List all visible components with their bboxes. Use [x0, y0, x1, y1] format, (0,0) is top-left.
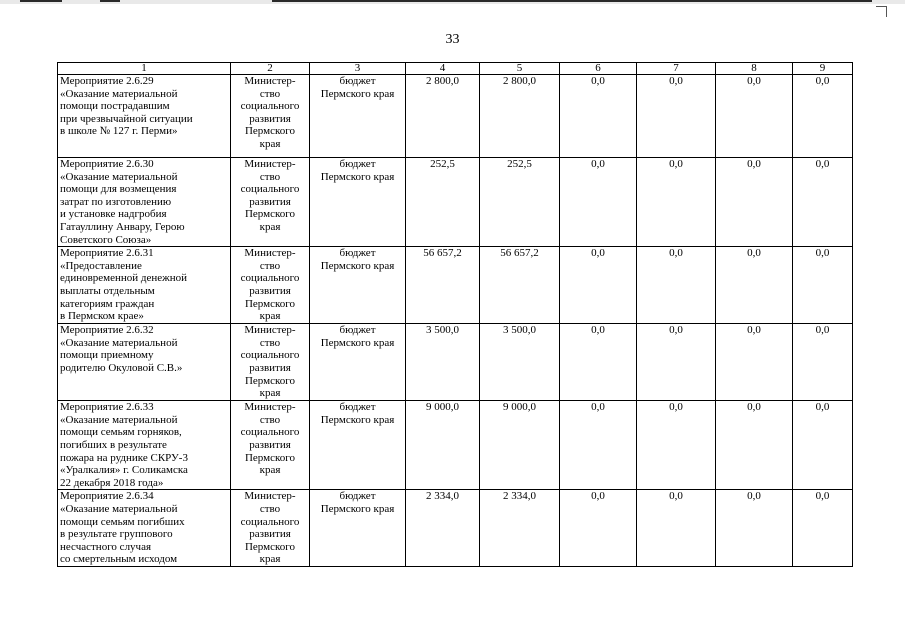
table-row — [58, 490, 853, 567]
amount-col6-cell: 0,0 — [560, 247, 637, 324]
amount-col7-cell: 0,0 — [637, 75, 716, 158]
amount-col4-cell: 56 657,2 — [406, 247, 480, 324]
amount-col4-cell: 3 500,0 — [406, 324, 480, 401]
amount-col9-cell: 0,0 — [793, 247, 853, 324]
budget-table — [57, 62, 853, 567]
column-header: 4 — [406, 63, 480, 75]
amount-col7-cell: 0,0 — [637, 401, 716, 490]
amount-col7-cell: 0,0 — [637, 158, 716, 247]
amount-col8-cell: 0,0 — [716, 75, 793, 158]
amount-col8-cell: 0,0 — [716, 324, 793, 401]
amount-col6-cell: 0,0 — [560, 490, 637, 567]
scan-artifact-line — [20, 0, 62, 2]
amount-col5-cell: 3 500,0 — [480, 324, 560, 401]
amount-col4-cell: 2 334,0 — [406, 490, 480, 567]
table-header-row — [58, 63, 853, 75]
responsible-ministry-cell: Министер- ство социального развития Пермского края — [231, 247, 310, 324]
amount-col9-cell: 0,0 — [793, 75, 853, 158]
measure-name-cell: Мероприятие 2.6.33 «Оказание материальной помощи семьям горняков, погибших в результате пожара на руднике СКРУ-3 «Уралкалия» г. Соликамска 22 декабря 2018 года» — [58, 401, 231, 490]
amount-col7-cell: 0,0 — [637, 324, 716, 401]
scan-artifact-line — [100, 0, 120, 2]
column-header: 8 — [716, 63, 793, 75]
amount-col5-cell: 56 657,2 — [480, 247, 560, 324]
page-number: 33 — [445, 32, 460, 47]
measure-name-cell: Мероприятие 2.6.29 «Оказание материальной помощи пострадавшим при чрезвычайной ситуации в школе № 127 г. Перми» — [58, 75, 231, 158]
scan-artifact-line — [272, 0, 872, 2]
amount-col9-cell: 0,0 — [793, 158, 853, 247]
measure-name-cell: Мероприятие 2.6.32 «Оказание материальной помощи приемному родителю Окуловой С.В.» — [58, 324, 231, 401]
funding-source-cell: бюджет Пермского края — [310, 247, 406, 324]
column-header: 5 — [480, 63, 560, 75]
amount-col4-cell: 9 000,0 — [406, 401, 480, 490]
measure-name-cell: Мероприятие 2.6.34 «Оказание материальной помощи семьям погибших в результате группового несчастного случая со смертельным исходом — [58, 490, 231, 567]
amount-col7-cell: 0,0 — [637, 247, 716, 324]
responsible-ministry-cell: Министер- ство социального развития Пермского края — [231, 324, 310, 401]
responsible-ministry-cell: Министер- ство социального развития Пермского края — [231, 490, 310, 567]
responsible-ministry-cell: Министер- ство социального развития Пермского края — [231, 401, 310, 490]
amount-col9-cell: 0,0 — [793, 401, 853, 490]
amount-col5-cell: 9 000,0 — [480, 401, 560, 490]
table-row — [58, 247, 853, 324]
amount-col9-cell: 0,0 — [793, 324, 853, 401]
amount-col6-cell: 0,0 — [560, 158, 637, 247]
amount-col4-cell: 2 800,0 — [406, 75, 480, 158]
column-header: 1 — [58, 63, 231, 75]
amount-col7-cell: 0,0 — [637, 490, 716, 567]
table-row — [58, 158, 853, 247]
table-row — [58, 401, 853, 490]
amount-col8-cell: 0,0 — [716, 490, 793, 567]
amount-col8-cell: 0,0 — [716, 401, 793, 490]
amount-col8-cell: 0,0 — [716, 158, 793, 247]
measure-name-cell: Мероприятие 2.6.30 «Оказание материальной помощи для возмещения затрат по изготовлению и установке надгробия Гатауллину Анвару, Герою Советского Союза» — [58, 158, 231, 247]
amount-col6-cell: 0,0 — [560, 401, 637, 490]
responsible-ministry-cell: Министер- ство социального развития Пермского края — [231, 158, 310, 247]
amount-col9-cell: 0,0 — [793, 490, 853, 567]
column-header: 7 — [637, 63, 716, 75]
amount-col5-cell: 2 800,0 — [480, 75, 560, 158]
column-header: 3 — [310, 63, 406, 75]
funding-source-cell: бюджет Пермского края — [310, 490, 406, 567]
table-row — [58, 324, 853, 401]
table-row — [58, 75, 853, 158]
amount-col6-cell: 0,0 — [560, 75, 637, 158]
funding-source-cell: бюджет Пермского края — [310, 75, 406, 158]
funding-source-cell: бюджет Пермского края — [310, 324, 406, 401]
funding-source-cell: бюджет Пермского края — [310, 401, 406, 490]
column-header: 6 — [560, 63, 637, 75]
amount-col6-cell: 0,0 — [560, 324, 637, 401]
funding-source-cell: бюджет Пермского края — [310, 158, 406, 247]
column-header: 9 — [793, 63, 853, 75]
scan-corner-mark — [876, 6, 887, 17]
column-header: 2 — [231, 63, 310, 75]
measure-name-cell: Мероприятие 2.6.31 «Предоставление единовременной денежной выплаты отдельным категориям граждан в Пермском крае» — [58, 247, 231, 324]
amount-col5-cell: 252,5 — [480, 158, 560, 247]
amount-col8-cell: 0,0 — [716, 247, 793, 324]
responsible-ministry-cell: Министер- ство социального развития Пермского края — [231, 75, 310, 158]
amount-col4-cell: 252,5 — [406, 158, 480, 247]
amount-col5-cell: 2 334,0 — [480, 490, 560, 567]
